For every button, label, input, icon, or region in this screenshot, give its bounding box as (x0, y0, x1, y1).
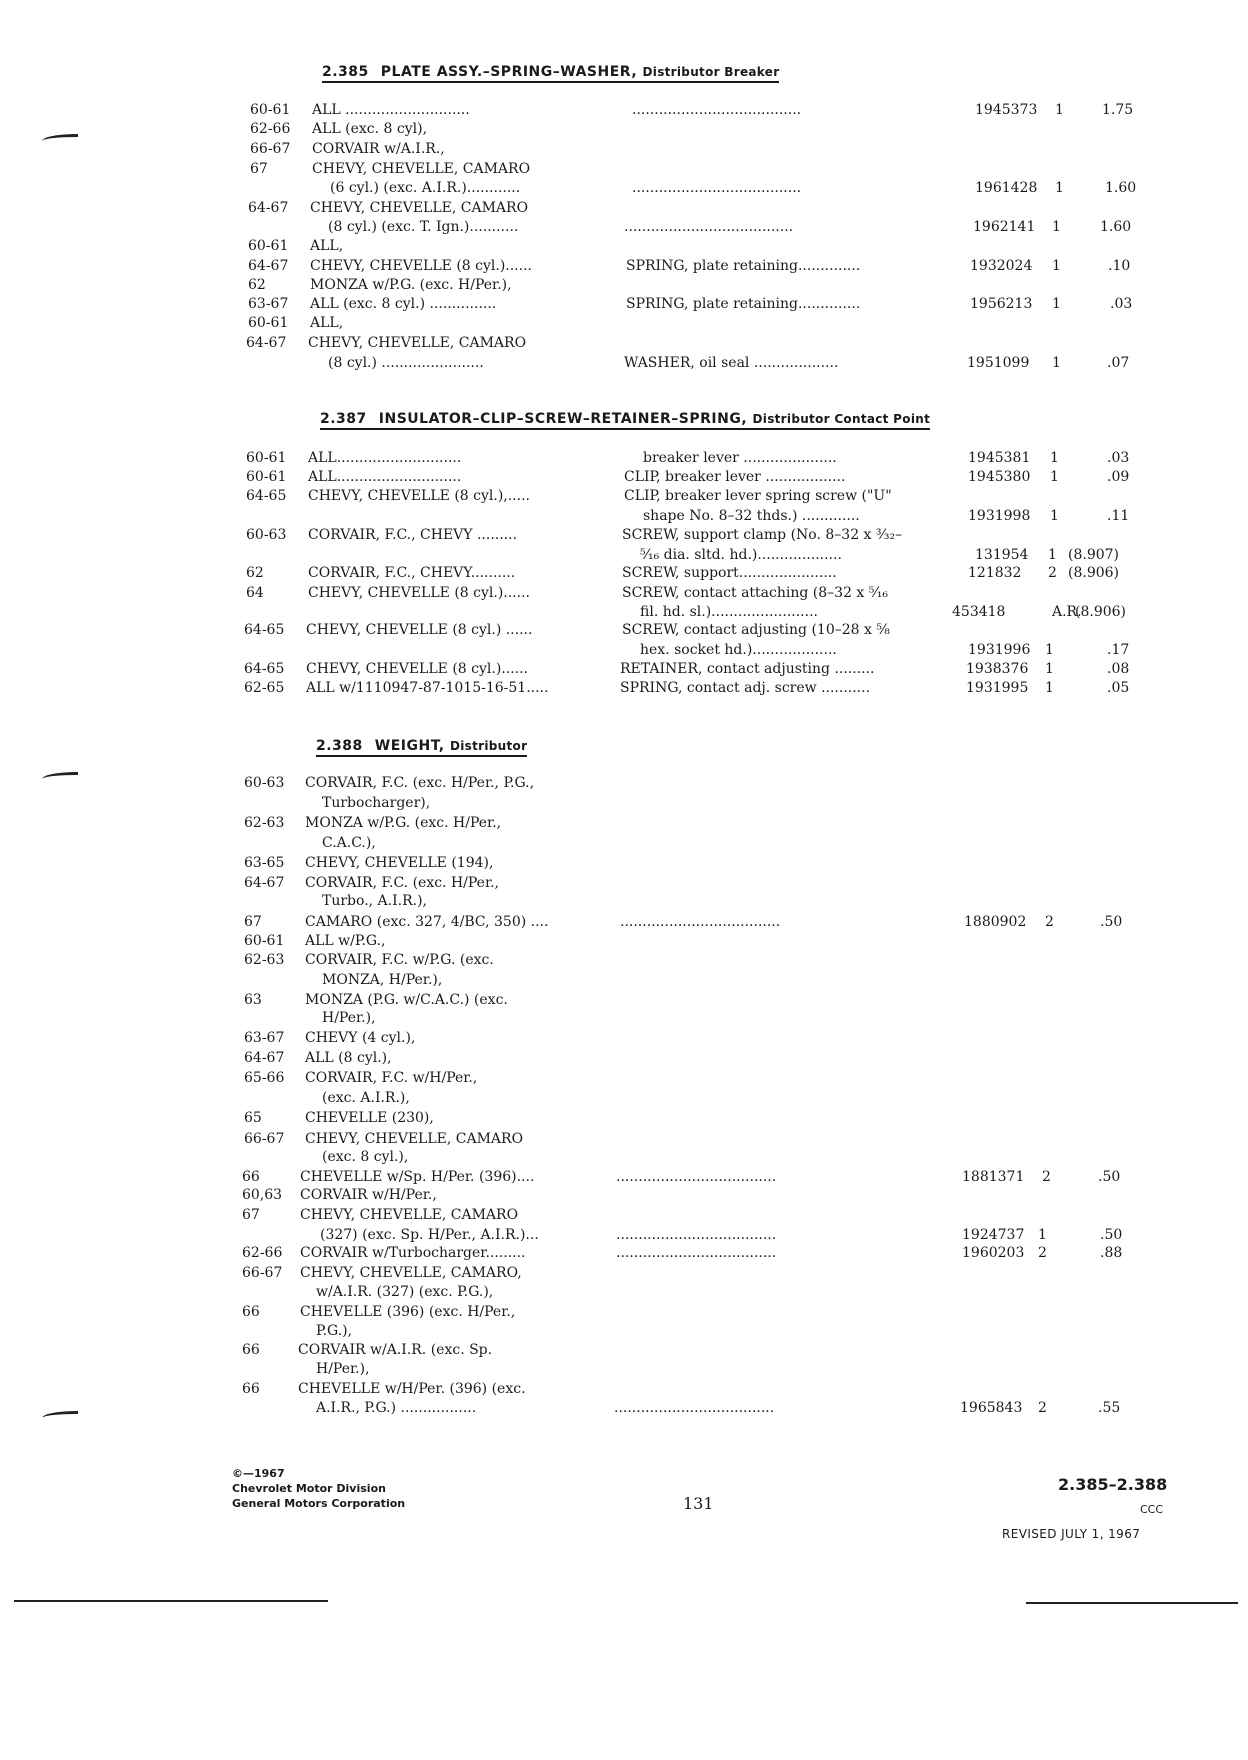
part-description: .................................... (616, 1169, 777, 1185)
model-years: 66 (242, 1342, 260, 1358)
model-years: 63-67 (248, 296, 289, 312)
part-description: WASHER, oil seal ................... (624, 355, 839, 371)
model-years: 64-65 (244, 661, 285, 677)
model-years: 60-61 (246, 450, 287, 466)
part-number: 1931995 (966, 680, 1029, 696)
model-years: 67 (242, 1207, 260, 1223)
part-number: 1931996 (968, 642, 1031, 658)
part-number: 131954 (975, 547, 1029, 563)
section-subtitle: Distributor (449, 739, 528, 753)
model-years: 62-65 (244, 680, 285, 696)
quantity: 1 (1052, 355, 1061, 371)
part-description: SCREW, support clamp (No. 8–32 x ³⁄₃₂– (622, 527, 903, 543)
application: Turbocharger), (322, 795, 431, 811)
part-description: breaker lever ..................... (643, 450, 837, 466)
application: MONZA (P.G. w/C.A.C.) (exc. (305, 992, 508, 1008)
publisher-block (232, 1466, 405, 1511)
section-title: WEIGHT, (374, 738, 445, 754)
application: CHEVY (4 cyl.), (305, 1030, 416, 1046)
application: ALL (8 cyl.), (305, 1050, 392, 1066)
list-price: .50 (1100, 1227, 1123, 1243)
application: CORVAIR w/H/Per., (300, 1187, 437, 1203)
model-years: 62-63 (244, 815, 285, 831)
part-number: 121832 (968, 565, 1022, 581)
list-price: (8.906) (1068, 565, 1120, 581)
quantity: 1 (1055, 102, 1064, 118)
list-price: .50 (1098, 1169, 1121, 1185)
section-number: 2.388 (316, 738, 363, 754)
list-price: .88 (1100, 1245, 1123, 1261)
model-years: 65-66 (244, 1070, 285, 1086)
model-years: 65 (244, 1110, 262, 1126)
quantity: 1 (1050, 469, 1059, 485)
application: CORVAIR w/Turbocharger......... (300, 1245, 526, 1261)
application: CHEVY, CHEVELLE (8 cyl.)...... (306, 661, 528, 677)
application: CHEVY, CHEVELLE, CAMARO (305, 1131, 524, 1147)
quantity: 1 (1045, 680, 1054, 696)
part-number: 1881371 (962, 1169, 1025, 1185)
list-price: .05 (1107, 680, 1130, 696)
application: CHEVY, CHEVELLE (8 cyl.) ...... (306, 622, 533, 638)
quantity: 1 (1055, 180, 1064, 196)
application: C.A.C.), (322, 835, 376, 851)
list-price: .08 (1107, 661, 1130, 677)
application: ALL (exc. 8 cyl.) ............... (310, 296, 497, 312)
application: CHEVY, CHEVELLE (8 cyl.)...... (310, 258, 532, 274)
section-number: 2.385 (322, 64, 369, 80)
model-years: 66-67 (242, 1265, 283, 1281)
list-price: .03 (1110, 296, 1133, 312)
application: (exc. A.I.R.), (322, 1090, 410, 1106)
list-price: .03 (1107, 450, 1130, 466)
part-description: ...................................... (632, 180, 802, 196)
page-number: 131 (683, 1494, 714, 1513)
part-number: 1932024 (970, 258, 1033, 274)
quantity: 1 (1048, 547, 1057, 563)
model-years: 64-67 (244, 875, 285, 891)
model-years: 62-63 (244, 952, 285, 968)
part-description: ...................................... (624, 219, 794, 235)
division: Chevrolet Motor Division (232, 1482, 386, 1495)
application: MONZA w/P.G. (exc. H/Per., (305, 815, 502, 831)
section-number: 2.387 (320, 411, 367, 427)
application: ALL, (310, 238, 344, 254)
section-range: 2.385–2.388 (1058, 1475, 1168, 1494)
list-price: 1.60 (1105, 180, 1137, 196)
application: CORVAIR, F.C. (exc. H/Per., (305, 875, 500, 891)
list-price: .55 (1098, 1400, 1121, 1416)
quantity: 2 (1042, 1169, 1051, 1185)
part-description: hex. socket hd.)................... (640, 642, 837, 658)
section-subtitle: Distributor Breaker (642, 65, 780, 79)
part-description: SPRING, plate retaining.............. (626, 296, 861, 312)
model-years: 60-61 (250, 102, 291, 118)
application: CAMARO (exc. 327, 4/BC, 350) .... (305, 914, 549, 930)
model-years: 66-67 (244, 1131, 285, 1147)
application: Turbo., A.I.R.), (322, 893, 427, 909)
part-description: ⁵⁄₁₆ dia. sltd. hd.)................... (640, 547, 842, 563)
application: (8 cyl.) ....................... (328, 355, 484, 371)
part-description: .................................... (614, 1400, 775, 1416)
model-years: 60-61 (246, 469, 287, 485)
quantity: 1 (1045, 661, 1054, 677)
part-number: 1962141 (973, 219, 1036, 235)
application: CHEVELLE w/Sp. H/Per. (396).... (300, 1169, 535, 1185)
part-description: SCREW, contact attaching (8–32 x ⁵⁄₁₆ (622, 585, 888, 601)
model-years: 60-61 (244, 933, 285, 949)
quantity: 1 (1045, 642, 1054, 658)
section-heading-2-385 (322, 64, 779, 83)
application: CORVAIR, F.C., CHEVY ......... (308, 527, 518, 543)
application: CORVAIR, F.C. (exc. H/Per., P.G., (305, 775, 535, 791)
part-number: 1931998 (968, 508, 1031, 524)
application: (exc. 8 cyl.), (322, 1149, 409, 1165)
model-years: 64-67 (246, 335, 287, 351)
part-number: 1924737 (962, 1227, 1025, 1243)
part-number: 1938376 (966, 661, 1029, 677)
list-price: 1.60 (1100, 219, 1132, 235)
model-years: 64-65 (246, 488, 287, 504)
application: CORVAIR, F.C. w/H/Per., (305, 1070, 478, 1086)
quantity: 1 (1052, 296, 1061, 312)
list-price: (8.906) (1075, 604, 1127, 620)
copyright: ©—1967 (232, 1467, 285, 1480)
model-years: 67 (250, 161, 268, 177)
application: CHEVY, CHEVELLE, CAMARO (300, 1207, 519, 1223)
model-years: 64 (246, 585, 264, 601)
application: ALL w/P.G., (305, 933, 386, 949)
revision-date: REVISED JULY 1, 1967 (1002, 1527, 1141, 1541)
model-years: 66-67 (250, 141, 291, 157)
application: CHEVY, CHEVELLE, CAMARO, (300, 1265, 522, 1281)
list-price: .07 (1107, 355, 1130, 371)
bottom-rule-left (14, 1600, 328, 1602)
part-description: fil. hd. sl.)........................ (640, 604, 818, 620)
model-years: 63-67 (244, 1030, 285, 1046)
quantity: A.R. (1052, 604, 1082, 620)
application: MONZA, H/Per.), (322, 972, 443, 988)
list-price: .11 (1107, 508, 1130, 524)
model-years: 62-66 (242, 1245, 283, 1261)
application: ALL ............................ (312, 102, 470, 118)
application: w/A.I.R. (327) (exc. P.G.), (316, 1284, 494, 1300)
application: A.I.R., P.G.) ................. (316, 1400, 477, 1416)
application: (6 cyl.) (exc. A.I.R.)............ (330, 180, 521, 196)
application: ALL............................ (308, 450, 462, 466)
corporation: General Motors Corporation (232, 1497, 406, 1510)
margin-mark (42, 772, 78, 779)
bottom-rule-right (1026, 1602, 1238, 1604)
part-description: SCREW, contact adjusting (10–28 x ⁵⁄₈ (622, 622, 890, 638)
application: CORVAIR w/A.I.R., (312, 141, 445, 157)
part-description: .................................... (620, 914, 781, 930)
quantity: 1 (1052, 258, 1061, 274)
model-years: 64-67 (248, 200, 289, 216)
catalog-code: CCC (1140, 1503, 1164, 1516)
model-years: 63 (244, 992, 262, 1008)
model-years: 60-61 (248, 315, 289, 331)
model-years: 60-61 (248, 238, 289, 254)
application: CHEVY, CHEVELLE, CAMARO (308, 335, 527, 351)
application: (8 cyl.) (exc. T. Ign.)........... (328, 219, 519, 235)
model-years: 66 (242, 1304, 260, 1320)
application: CHEVY, CHEVELLE (194), (305, 855, 494, 871)
application: CORVAIR, F.C. w/P.G. (exc. (305, 952, 494, 968)
application: MONZA w/P.G. (exc. H/Per.), (310, 277, 512, 293)
list-price: .09 (1107, 469, 1130, 485)
application: CHEVELLE w/H/Per. (396) (exc. (298, 1381, 526, 1397)
model-years: 64-65 (244, 622, 285, 638)
section-heading-2-387 (320, 411, 930, 430)
quantity: 1 (1038, 1227, 1047, 1243)
part-description: shape No. 8–32 thds.) ............. (643, 508, 860, 524)
application: CHEVELLE (396) (exc. H/Per., (300, 1304, 516, 1320)
part-number: 1956213 (970, 296, 1033, 312)
part-description: .................................... (616, 1227, 777, 1243)
application: CHEVELLE (230), (305, 1110, 434, 1126)
part-number: 1965843 (960, 1400, 1023, 1416)
quantity: 2 (1038, 1245, 1047, 1261)
part-number: 1961428 (975, 180, 1038, 196)
part-number: 1880902 (964, 914, 1027, 930)
model-years: 62 (246, 565, 264, 581)
part-number: 1960203 (962, 1245, 1025, 1261)
section-heading-2-388 (316, 738, 527, 757)
part-description: CLIP, breaker lever spring screw ("U" (624, 488, 892, 504)
part-description: CLIP, breaker lever .................. (624, 469, 846, 485)
model-years: 60-63 (246, 527, 287, 543)
list-price: 1.75 (1102, 102, 1134, 118)
section-subtitle: Distributor Contact Point (752, 412, 931, 426)
quantity: 1 (1050, 450, 1059, 466)
part-description: RETAINER, contact adjusting ......... (620, 661, 875, 677)
application: H/Per.), (316, 1361, 370, 1377)
section-title: PLATE ASSY.–SPRING–WASHER, (380, 64, 638, 80)
margin-mark (42, 134, 78, 141)
part-number: 453418 (952, 604, 1006, 620)
part-number: 1951099 (967, 355, 1030, 371)
part-description: SPRING, contact adj. screw ........... (620, 680, 871, 696)
model-years: 66 (242, 1381, 260, 1397)
part-number: 1945381 (968, 450, 1031, 466)
application: ALL w/1110947-87-1015-16-51..... (306, 680, 549, 696)
model-years: 67 (244, 914, 262, 930)
quantity: 2 (1045, 914, 1054, 930)
part-number: 1945373 (975, 102, 1038, 118)
application: H/Per.), (322, 1010, 376, 1026)
application: ALL, (310, 315, 344, 331)
part-description: SPRING, plate retaining.............. (626, 258, 861, 274)
model-years: 62-66 (250, 121, 291, 137)
section-title: INSULATOR–CLIP–SCREW–RETAINER–SPRING, (378, 411, 748, 427)
list-price: .50 (1100, 914, 1123, 930)
application: ALL (exc. 8 cyl), (312, 121, 428, 137)
list-price: .10 (1108, 258, 1131, 274)
application: (327) (exc. Sp. H/Per., A.I.R.)... (320, 1227, 539, 1243)
model-years: 66 (242, 1169, 260, 1185)
application: CHEVY, CHEVELLE, CAMARO (312, 161, 531, 177)
list-price: .17 (1107, 642, 1130, 658)
model-years: 64-67 (244, 1050, 285, 1066)
list-price: (8.907) (1068, 547, 1120, 563)
model-years: 60-63 (244, 775, 285, 791)
application: CORVAIR, F.C., CHEVY.......... (308, 565, 516, 581)
model-years: 62 (248, 277, 266, 293)
part-description: ...................................... (632, 102, 802, 118)
quantity: 1 (1050, 508, 1059, 524)
application: CHEVY, CHEVELLE (8 cyl.),..... (308, 488, 530, 504)
part-description: SCREW, support...................... (622, 565, 837, 581)
application: ALL............................ (308, 469, 462, 485)
quantity: 2 (1038, 1400, 1047, 1416)
quantity: 2 (1048, 565, 1057, 581)
application: P.G.), (316, 1323, 353, 1339)
quantity: 1 (1052, 219, 1061, 235)
application: CHEVY, CHEVELLE (8 cyl.)...... (308, 585, 530, 601)
part-number: 1945380 (968, 469, 1031, 485)
margin-mark (42, 1411, 78, 1418)
model-years: 63-65 (244, 855, 285, 871)
application: CORVAIR w/A.I.R. (exc. Sp. (298, 1342, 493, 1358)
application: CHEVY, CHEVELLE, CAMARO (310, 200, 529, 216)
part-description: .................................... (616, 1245, 777, 1261)
model-years: 60,63 (242, 1187, 283, 1203)
model-years: 64-67 (248, 258, 289, 274)
